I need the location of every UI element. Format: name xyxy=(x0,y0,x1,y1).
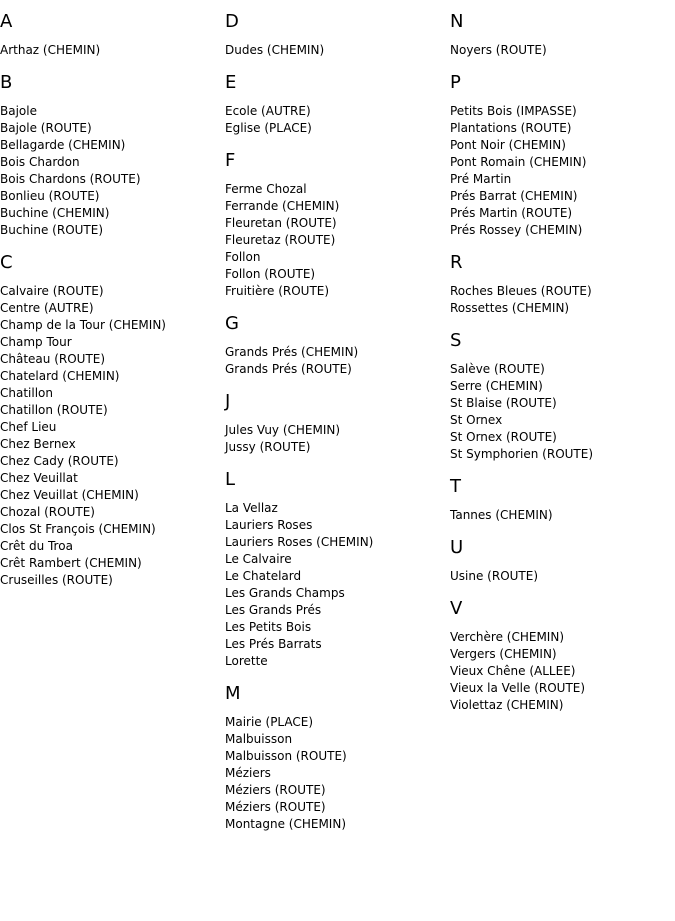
street-name-item: Pré Martin xyxy=(450,172,512,186)
street-name-item: Prés Barrat (CHEMIN) xyxy=(450,189,578,203)
street-name-item: Les Prés Barrats xyxy=(225,637,322,651)
street-name-item: Château (ROUTE) xyxy=(0,352,106,366)
street-name-item: Tannes (CHEMIN) xyxy=(450,508,553,522)
street-name-item: Pont Noir (CHEMIN) xyxy=(450,138,566,152)
street-name-item: Bajole (ROUTE) xyxy=(0,121,92,135)
street-list xyxy=(450,283,670,317)
street-name-item: Malbuisson (ROUTE) xyxy=(225,749,347,763)
street-name-item: Salève (ROUTE) xyxy=(450,362,545,376)
street-list xyxy=(450,507,670,524)
street-name-item: Follon xyxy=(225,250,261,264)
letter-group-b xyxy=(0,73,220,239)
street-name-item: Vieux Chêne (ALLEE) xyxy=(450,664,576,678)
street-name-item: Vieux la Velle (ROUTE) xyxy=(450,681,586,695)
street-name-item: Crêt Rambert (CHEMIN) xyxy=(0,556,142,570)
street-list xyxy=(0,42,220,59)
letter-heading: J xyxy=(225,391,231,412)
street-name-item: Ferrande (CHEMIN) xyxy=(225,199,340,213)
street-name-item: Le Calvaire xyxy=(225,552,292,566)
street-name-item: Rossettes (CHEMIN) xyxy=(450,301,570,315)
street-name-item: Roches Bleues (ROUTE) xyxy=(450,284,592,298)
street-name-item: Cruseilles (ROUTE) xyxy=(0,573,113,587)
street-name-item: Fleuretan (ROUTE) xyxy=(225,216,337,230)
street-list xyxy=(225,500,445,670)
letter-heading: M xyxy=(225,683,241,704)
letter-group-p xyxy=(450,73,670,239)
letter-heading: T xyxy=(450,476,461,497)
street-name-item: Calvaire (ROUTE) xyxy=(0,284,104,298)
street-index-column-3 xyxy=(450,12,670,728)
letter-group-f xyxy=(225,151,445,300)
street-list xyxy=(0,283,220,589)
street-name-item: Buchine (CHEMIN) xyxy=(0,206,110,220)
street-name-item: Jussy (ROUTE) xyxy=(225,440,311,454)
street-name-item: Clos St François (CHEMIN) xyxy=(0,522,156,536)
letter-group-e xyxy=(225,73,445,137)
street-list xyxy=(450,361,670,463)
letter-heading: G xyxy=(225,313,239,334)
street-name-item: St Blaise (ROUTE) xyxy=(450,396,557,410)
street-name-item: Méziers (ROUTE) xyxy=(225,800,326,814)
street-name-item: Grands Prés (ROUTE) xyxy=(225,362,352,376)
street-list xyxy=(450,568,670,585)
street-name-item: Lorette xyxy=(225,654,268,668)
letter-group-t xyxy=(450,477,670,524)
letter-heading: S xyxy=(450,330,462,351)
street-name-item: Chatelard (CHEMIN) xyxy=(0,369,120,383)
street-name-item: Arthaz (CHEMIN) xyxy=(0,43,101,57)
street-list xyxy=(225,103,445,137)
street-name-item: Malbuisson xyxy=(225,732,293,746)
letter-heading: B xyxy=(0,72,13,93)
street-list xyxy=(225,714,445,833)
street-name-item: Petits Bois (IMPASSE) xyxy=(450,104,577,118)
street-name-item: Jules Vuy (CHEMIN) xyxy=(225,423,341,437)
letter-group-m xyxy=(225,684,445,833)
letter-group-d xyxy=(225,12,445,59)
street-name-item: Montagne (CHEMIN) xyxy=(225,817,346,831)
street-name-item: Prés Martin (ROUTE) xyxy=(450,206,573,220)
street-name-item: Les Grands Prés xyxy=(225,603,322,617)
street-index-column-1 xyxy=(0,12,220,603)
street-list xyxy=(0,103,220,239)
street-name-item: Champ de la Tour (CHEMIN) xyxy=(0,318,166,332)
street-index-column-2 xyxy=(225,12,445,847)
street-name-item: Eglise (PLACE) xyxy=(225,121,312,135)
street-name-item: St Ornex (ROUTE) xyxy=(450,430,557,444)
street-name-item: Verchère (CHEMIN) xyxy=(450,630,564,644)
street-name-item: St Ornex xyxy=(450,413,503,427)
letter-heading: V xyxy=(450,598,463,619)
street-list xyxy=(450,42,670,59)
street-name-item: Les Petits Bois xyxy=(225,620,312,634)
street-name-item: Grands Prés (CHEMIN) xyxy=(225,345,359,359)
street-name-item: Bois Chardons (ROUTE) xyxy=(0,172,141,186)
street-name-item: Crêt du Troa xyxy=(0,539,73,553)
street-name-item: Chez Veuillat (CHEMIN) xyxy=(0,488,139,502)
street-name-item: Ferme Chozal xyxy=(225,182,307,196)
street-name-item: Lauriers Roses xyxy=(225,518,313,532)
street-name-item: Bellagarde (CHEMIN) xyxy=(0,138,126,152)
street-name-item: Noyers (ROUTE) xyxy=(450,43,547,57)
street-name-item: Champ Tour xyxy=(0,335,72,349)
street-name-item: St Symphorien (ROUTE) xyxy=(450,447,594,461)
street-name-item: Chef Lieu xyxy=(0,420,57,434)
letter-heading: L xyxy=(225,469,236,490)
street-name-item: Bajole xyxy=(0,104,37,118)
letter-group-u xyxy=(450,538,670,585)
street-name-item: Vergers (CHEMIN) xyxy=(450,647,557,661)
street-name-item: Buchine (ROUTE) xyxy=(0,223,104,237)
letter-heading: R xyxy=(450,252,463,273)
street-list xyxy=(225,422,445,456)
street-name-item: Bois Chardon xyxy=(0,155,80,169)
street-name-item: Usine (ROUTE) xyxy=(450,569,539,583)
letter-group-n xyxy=(450,12,670,59)
letter-group-v xyxy=(450,599,670,714)
street-name-item: Serre (CHEMIN) xyxy=(450,379,543,393)
street-name-item: Fleuretaz (ROUTE) xyxy=(225,233,336,247)
letter-heading: E xyxy=(225,72,237,93)
letter-heading: F xyxy=(225,150,236,171)
street-list xyxy=(450,103,670,239)
street-name-item: Lauriers Roses (CHEMIN) xyxy=(225,535,374,549)
letter-group-j xyxy=(225,392,445,456)
street-name-item: Chez Veuillat xyxy=(0,471,78,485)
street-name-item: Chez Cady (ROUTE) xyxy=(0,454,119,468)
letter-heading: U xyxy=(450,537,464,558)
street-list xyxy=(225,344,445,378)
letter-heading: P xyxy=(450,72,461,93)
street-name-item: Follon (ROUTE) xyxy=(225,267,316,281)
letter-group-g xyxy=(225,314,445,378)
street-name-item: Ecole (AUTRE) xyxy=(225,104,311,118)
letter-heading: A xyxy=(0,11,13,32)
street-list xyxy=(225,42,445,59)
letter-group-a xyxy=(0,12,220,59)
street-name-item: Plantations (ROUTE) xyxy=(450,121,572,135)
letter-heading: C xyxy=(0,252,13,273)
street-name-item: Le Chatelard xyxy=(225,569,302,583)
street-name-item: Chozal (ROUTE) xyxy=(0,505,95,519)
street-name-item: Bonlieu (ROUTE) xyxy=(0,189,100,203)
street-name-item: Fruitière (ROUTE) xyxy=(225,284,330,298)
street-name-item: Centre (AUTRE) xyxy=(0,301,94,315)
street-name-item: Chez Bernex xyxy=(0,437,76,451)
street-name-item: Chatillon xyxy=(0,386,53,400)
street-name-item: Mairie (PLACE) xyxy=(225,715,314,729)
street-name-item: Violettaz (CHEMIN) xyxy=(450,698,564,712)
letter-heading: N xyxy=(450,11,464,32)
street-list xyxy=(225,181,445,300)
letter-group-s xyxy=(450,331,670,463)
letter-group-l xyxy=(225,470,445,670)
street-name-item: Chatillon (ROUTE) xyxy=(0,403,108,417)
street-name-item: Méziers xyxy=(225,766,271,780)
street-name-item: Les Grands Champs xyxy=(225,586,345,600)
letter-group-c xyxy=(0,253,220,589)
letter-heading: D xyxy=(225,11,239,32)
street-name-item: Dudes (CHEMIN) xyxy=(225,43,325,57)
letter-group-r xyxy=(450,253,670,317)
street-name-item: Pont Romain (CHEMIN) xyxy=(450,155,587,169)
street-name-item: Prés Rossey (CHEMIN) xyxy=(450,223,583,237)
street-list xyxy=(450,629,670,714)
street-name-item: Méziers (ROUTE) xyxy=(225,783,326,797)
street-name-item: La Vellaz xyxy=(225,501,278,515)
